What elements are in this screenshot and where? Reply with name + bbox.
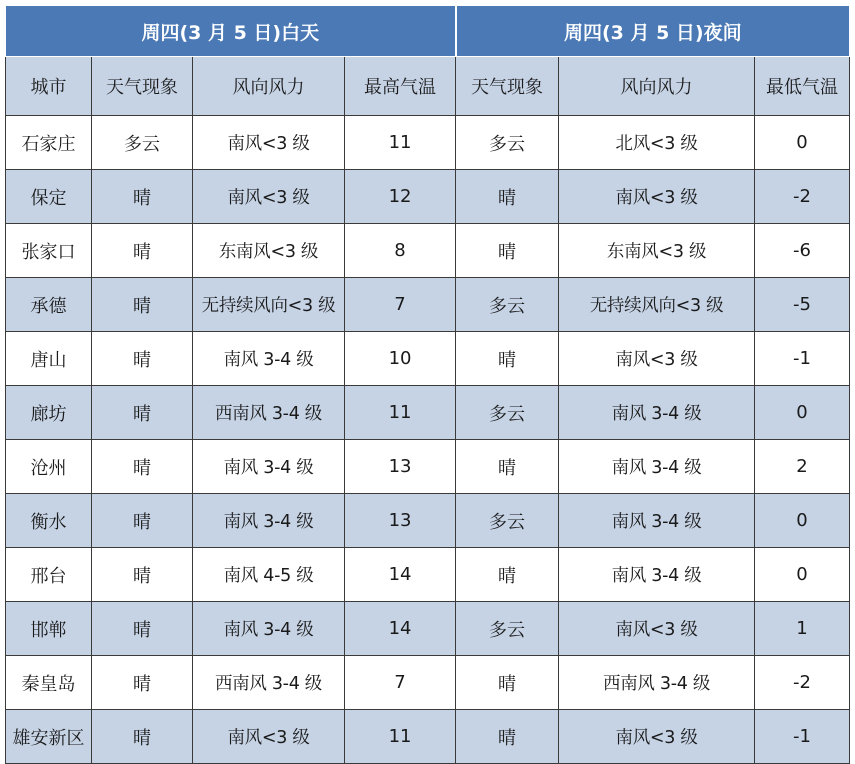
cell-night-wind: 无持续风向<3 级 xyxy=(559,278,755,332)
cell-min-temp: 0 xyxy=(755,548,850,602)
cell-night-wind: 南风 3-4 级 xyxy=(559,548,755,602)
cell-night-wind: 北风<3 级 xyxy=(559,116,755,170)
cell-day-wind: 西南风 3-4 级 xyxy=(193,386,345,440)
cell-night-weather: 晴 xyxy=(456,710,559,764)
cell-max-temp: 14 xyxy=(345,602,456,656)
cell-city: 保定 xyxy=(6,170,92,224)
cell-max-temp: 8 xyxy=(345,224,456,278)
cell-max-temp: 13 xyxy=(345,440,456,494)
cell-night-wind: 南风 3-4 级 xyxy=(559,440,755,494)
cell-day-weather: 多云 xyxy=(92,116,193,170)
table-row xyxy=(6,278,850,332)
weather-forecast-table xyxy=(5,5,850,764)
cell-day-wind: 南风 3-4 级 xyxy=(193,440,345,494)
cell-night-weather: 晴 xyxy=(456,224,559,278)
cell-night-wind: 东南风<3 级 xyxy=(559,224,755,278)
column-header-day-weather: 天气现象 xyxy=(92,57,193,116)
night-period-title: 周四(3 月 5 日)夜间 xyxy=(456,6,850,57)
cell-city: 衡水 xyxy=(6,494,92,548)
column-header-day-wind: 风向风力 xyxy=(193,57,345,116)
table-row xyxy=(6,170,850,224)
cell-day-weather: 晴 xyxy=(92,332,193,386)
cell-day-wind: 南风 3-4 级 xyxy=(193,494,345,548)
cell-min-temp: -2 xyxy=(755,170,850,224)
cell-day-weather: 晴 xyxy=(92,656,193,710)
cell-max-temp: 13 xyxy=(345,494,456,548)
cell-city: 廊坊 xyxy=(6,386,92,440)
cell-city: 张家口 xyxy=(6,224,92,278)
table-row xyxy=(6,710,850,764)
cell-city: 邢台 xyxy=(6,548,92,602)
cell-city: 秦皇岛 xyxy=(6,656,92,710)
cell-min-temp: 0 xyxy=(755,116,850,170)
cell-day-wind: 东南风<3 级 xyxy=(193,224,345,278)
cell-day-weather: 晴 xyxy=(92,170,193,224)
cell-day-wind: 南风<3 级 xyxy=(193,710,345,764)
table-row xyxy=(6,224,850,278)
cell-city: 沧州 xyxy=(6,440,92,494)
table-row xyxy=(6,548,850,602)
cell-night-wind: 南风 3-4 级 xyxy=(559,494,755,548)
cell-city: 邯郸 xyxy=(6,602,92,656)
cell-min-temp: 0 xyxy=(755,386,850,440)
cell-max-temp: 11 xyxy=(345,710,456,764)
column-header-city: 城市 xyxy=(6,57,92,116)
cell-max-temp: 7 xyxy=(345,278,456,332)
cell-night-weather: 晴 xyxy=(456,332,559,386)
table-row xyxy=(6,386,850,440)
table-row xyxy=(6,656,850,710)
cell-day-weather: 晴 xyxy=(92,602,193,656)
cell-night-weather: 多云 xyxy=(456,278,559,332)
cell-city: 承德 xyxy=(6,278,92,332)
cell-night-weather: 晴 xyxy=(456,170,559,224)
cell-day-wind: 南风 3-4 级 xyxy=(193,602,345,656)
cell-night-weather: 晴 xyxy=(456,548,559,602)
cell-day-weather: 晴 xyxy=(92,440,193,494)
cell-min-temp: -6 xyxy=(755,224,850,278)
column-header-night-wind: 风向风力 xyxy=(559,57,755,116)
day-period-title: 周四(3 月 5 日)白天 xyxy=(6,6,456,57)
cell-max-temp: 7 xyxy=(345,656,456,710)
cell-day-weather: 晴 xyxy=(92,548,193,602)
cell-day-weather: 晴 xyxy=(92,710,193,764)
cell-night-weather: 多云 xyxy=(456,116,559,170)
cell-night-weather: 晴 xyxy=(456,440,559,494)
table-row xyxy=(6,116,850,170)
period-header-row xyxy=(6,6,850,57)
table-row xyxy=(6,440,850,494)
cell-min-temp: 1 xyxy=(755,602,850,656)
cell-night-weather: 多云 xyxy=(456,386,559,440)
cell-max-temp: 10 xyxy=(345,332,456,386)
cell-day-weather: 晴 xyxy=(92,224,193,278)
column-header-night-weather: 天气现象 xyxy=(456,57,559,116)
cell-day-weather: 晴 xyxy=(92,278,193,332)
cell-day-wind: 无持续风向<3 级 xyxy=(193,278,345,332)
cell-min-temp: -5 xyxy=(755,278,850,332)
cell-day-wind: 南风<3 级 xyxy=(193,116,345,170)
cell-city: 雄安新区 xyxy=(6,710,92,764)
cell-night-wind: 南风 3-4 级 xyxy=(559,386,755,440)
cell-day-wind: 南风<3 级 xyxy=(193,170,345,224)
cell-max-temp: 11 xyxy=(345,386,456,440)
cell-night-wind: 南风<3 级 xyxy=(559,710,755,764)
cell-min-temp: 0 xyxy=(755,494,850,548)
cell-night-wind: 西南风 3-4 级 xyxy=(559,656,755,710)
cell-min-temp: -2 xyxy=(755,656,850,710)
column-header-min-temp: 最低气温 xyxy=(755,57,850,116)
cell-night-wind: 南风<3 级 xyxy=(559,602,755,656)
table-row xyxy=(6,332,850,386)
cell-day-weather: 晴 xyxy=(92,386,193,440)
cell-city: 石家庄 xyxy=(6,116,92,170)
cell-night-wind: 南风<3 级 xyxy=(559,332,755,386)
column-header-row xyxy=(6,57,850,116)
cell-min-temp: -1 xyxy=(755,710,850,764)
cell-day-wind: 西南风 3-4 级 xyxy=(193,656,345,710)
table-body xyxy=(6,116,850,764)
cell-night-weather: 多云 xyxy=(456,602,559,656)
column-header-max-temp: 最高气温 xyxy=(345,57,456,116)
cell-city: 唐山 xyxy=(6,332,92,386)
cell-max-temp: 11 xyxy=(345,116,456,170)
table-row xyxy=(6,602,850,656)
cell-night-weather: 多云 xyxy=(456,494,559,548)
cell-max-temp: 12 xyxy=(345,170,456,224)
cell-max-temp: 14 xyxy=(345,548,456,602)
cell-day-weather: 晴 xyxy=(92,494,193,548)
cell-min-temp: 2 xyxy=(755,440,850,494)
cell-night-wind: 南风<3 级 xyxy=(559,170,755,224)
table-row xyxy=(6,494,850,548)
cell-day-wind: 南风 4-5 级 xyxy=(193,548,345,602)
cell-min-temp: -1 xyxy=(755,332,850,386)
cell-night-weather: 晴 xyxy=(456,656,559,710)
cell-day-wind: 南风 3-4 级 xyxy=(193,332,345,386)
